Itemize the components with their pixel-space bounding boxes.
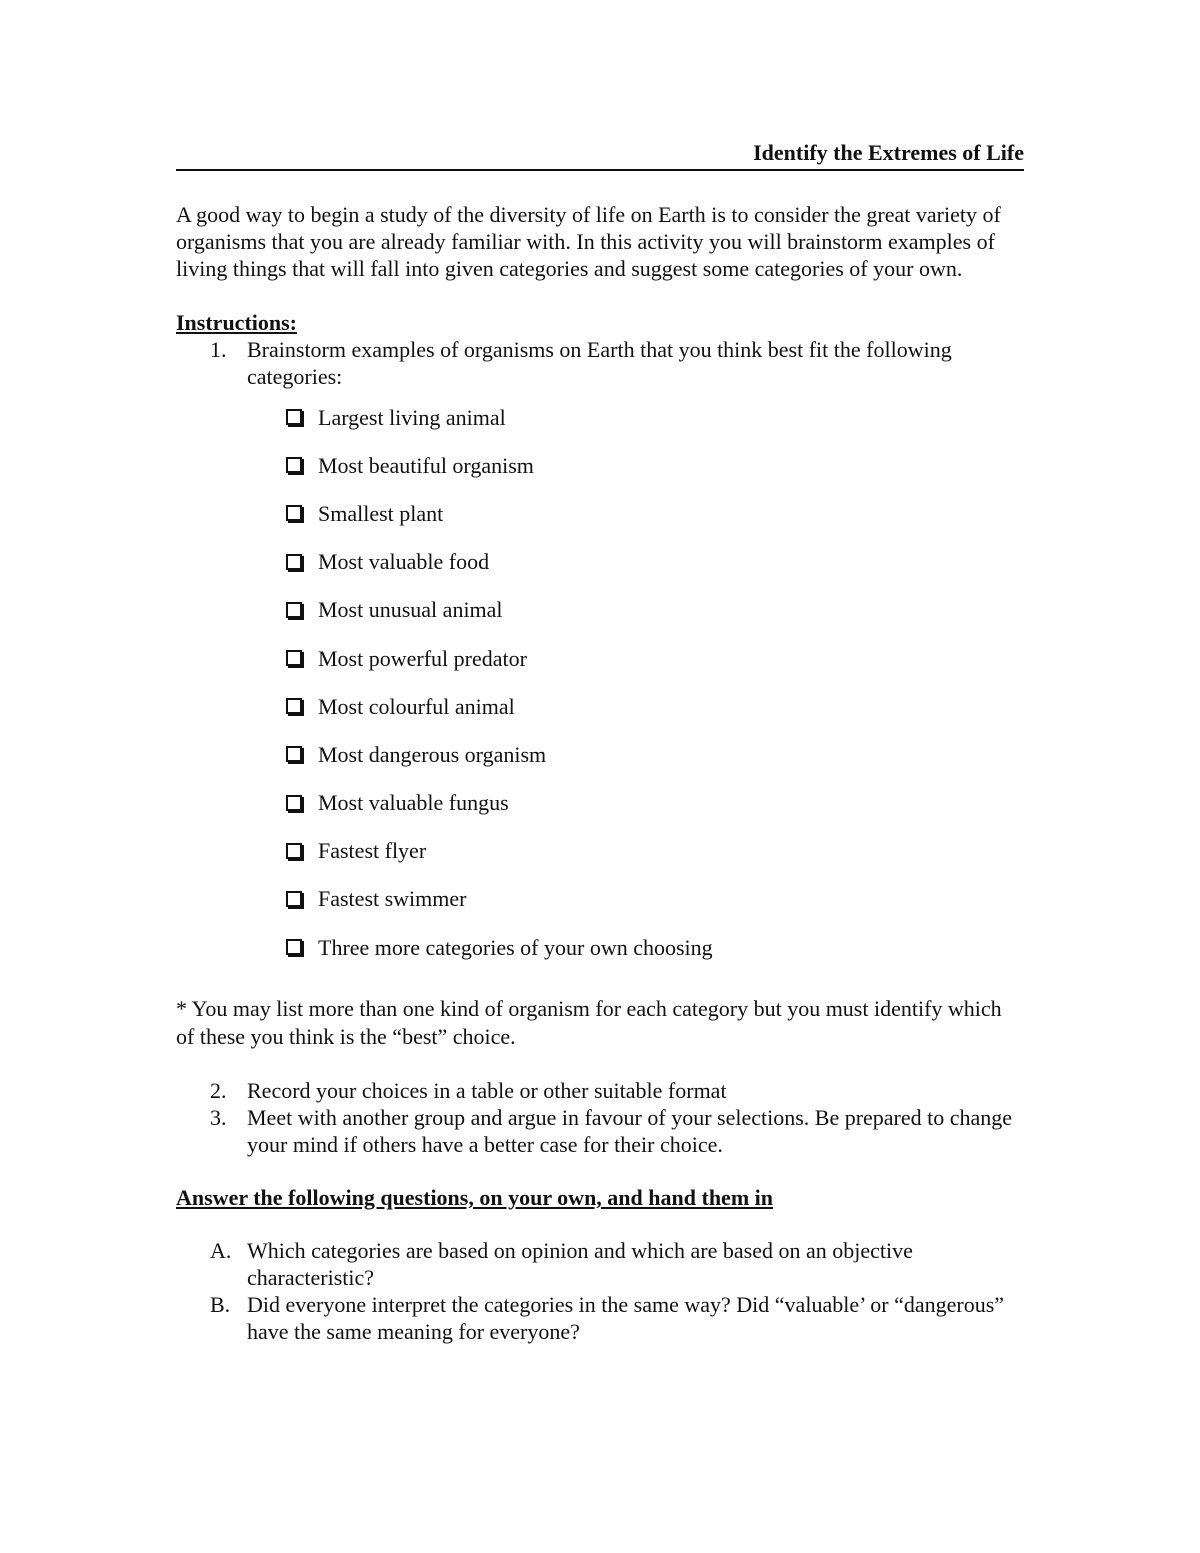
category-label: Most unusual animal — [318, 597, 503, 623]
category-item — [284, 644, 1024, 692]
category-label: Largest living animal — [318, 404, 506, 430]
category-item — [284, 789, 1024, 837]
category-item — [284, 885, 1024, 933]
checkbox-icon — [286, 843, 302, 859]
checkbox-icon — [286, 746, 302, 762]
category-label: Most valuable food — [318, 549, 490, 575]
step-text: Brainstorm examples of organisms on Earth that you think best fit the following categories: — [247, 337, 952, 389]
step-number: 2. — [210, 1078, 227, 1104]
instructions-heading: Instructions: — [176, 310, 298, 335]
checkbox-icon — [286, 698, 302, 714]
category-label: Three more categories of your own choosing — [318, 934, 713, 960]
instructions-list — [176, 336, 1024, 390]
category-item — [284, 499, 1024, 547]
document-page — [176, 138, 1024, 1345]
category-item — [284, 740, 1024, 788]
question-letter: B. — [210, 1292, 231, 1318]
category-label: Smallest plant — [318, 500, 444, 526]
question-letter: A. — [210, 1238, 232, 1264]
checkbox-icon — [286, 939, 302, 955]
step-number: 1. — [210, 337, 227, 362]
category-item — [284, 837, 1024, 885]
category-checklist — [284, 403, 1024, 981]
category-label: Most colourful animal — [318, 693, 515, 719]
category-item — [284, 596, 1024, 644]
category-item — [284, 933, 1024, 981]
instruction-step-2 — [176, 1077, 1024, 1104]
question-item — [176, 1237, 1024, 1291]
checkbox-icon — [286, 602, 302, 618]
category-item — [284, 403, 1024, 451]
category-label: Most powerful predator — [318, 645, 527, 671]
instruction-step-3 — [176, 1104, 1024, 1158]
category-item — [284, 548, 1024, 596]
checkbox-icon — [286, 795, 302, 811]
document-title: Identify the Extremes of Life — [176, 138, 1024, 171]
checkbox-icon — [286, 554, 302, 570]
category-label: Most valuable fungus — [318, 790, 509, 816]
step-text: Record your choices in a table or other suitable format — [247, 1078, 727, 1104]
category-label: Fastest swimmer — [318, 886, 467, 912]
selection-note: * You may list more than one kind of organism for each category but you must identify which of these you think is the “best” choice. — [176, 996, 1002, 1050]
checkbox-icon — [286, 650, 302, 666]
checkbox-icon — [286, 505, 302, 521]
instruction-step-1 — [176, 336, 1024, 390]
category-label: Most beautiful organism — [318, 452, 534, 478]
questions-list — [176, 1237, 1024, 1345]
checkbox-icon — [286, 409, 302, 425]
checkbox-icon — [286, 891, 302, 907]
instructions-list-continued — [176, 1077, 1024, 1158]
category-item — [284, 692, 1024, 740]
question-text: Which categories are based on opinion and which are based on an objective characteristic? — [247, 1238, 913, 1291]
category-label: Most dangerous organism — [318, 741, 547, 767]
checkbox-icon — [286, 457, 302, 473]
step-number: 3. — [210, 1105, 227, 1131]
category-label: Fastest flyer — [318, 838, 427, 864]
intro-paragraph: A good way to begin a study of the diversity of life on Earth is to consider the great variety of organisms that you are already familiar with. In this activity you will brainstorm examples of living things that will fall into given categories and suggest some categories of your own. — [176, 202, 1001, 281]
question-item — [176, 1291, 1024, 1345]
questions-heading: Answer the following questions, on your own, and hand them in — [176, 1185, 773, 1211]
step-text: Meet with another group and argue in favour of your selections. Be prepared to change your mind if others have a better case for their choice. — [247, 1105, 1013, 1158]
category-item — [284, 451, 1024, 499]
question-text: Did everyone interpret the categories in the same way? Did “valuable’ or “dangerous” have the same meaning for everyone? — [247, 1292, 1005, 1345]
